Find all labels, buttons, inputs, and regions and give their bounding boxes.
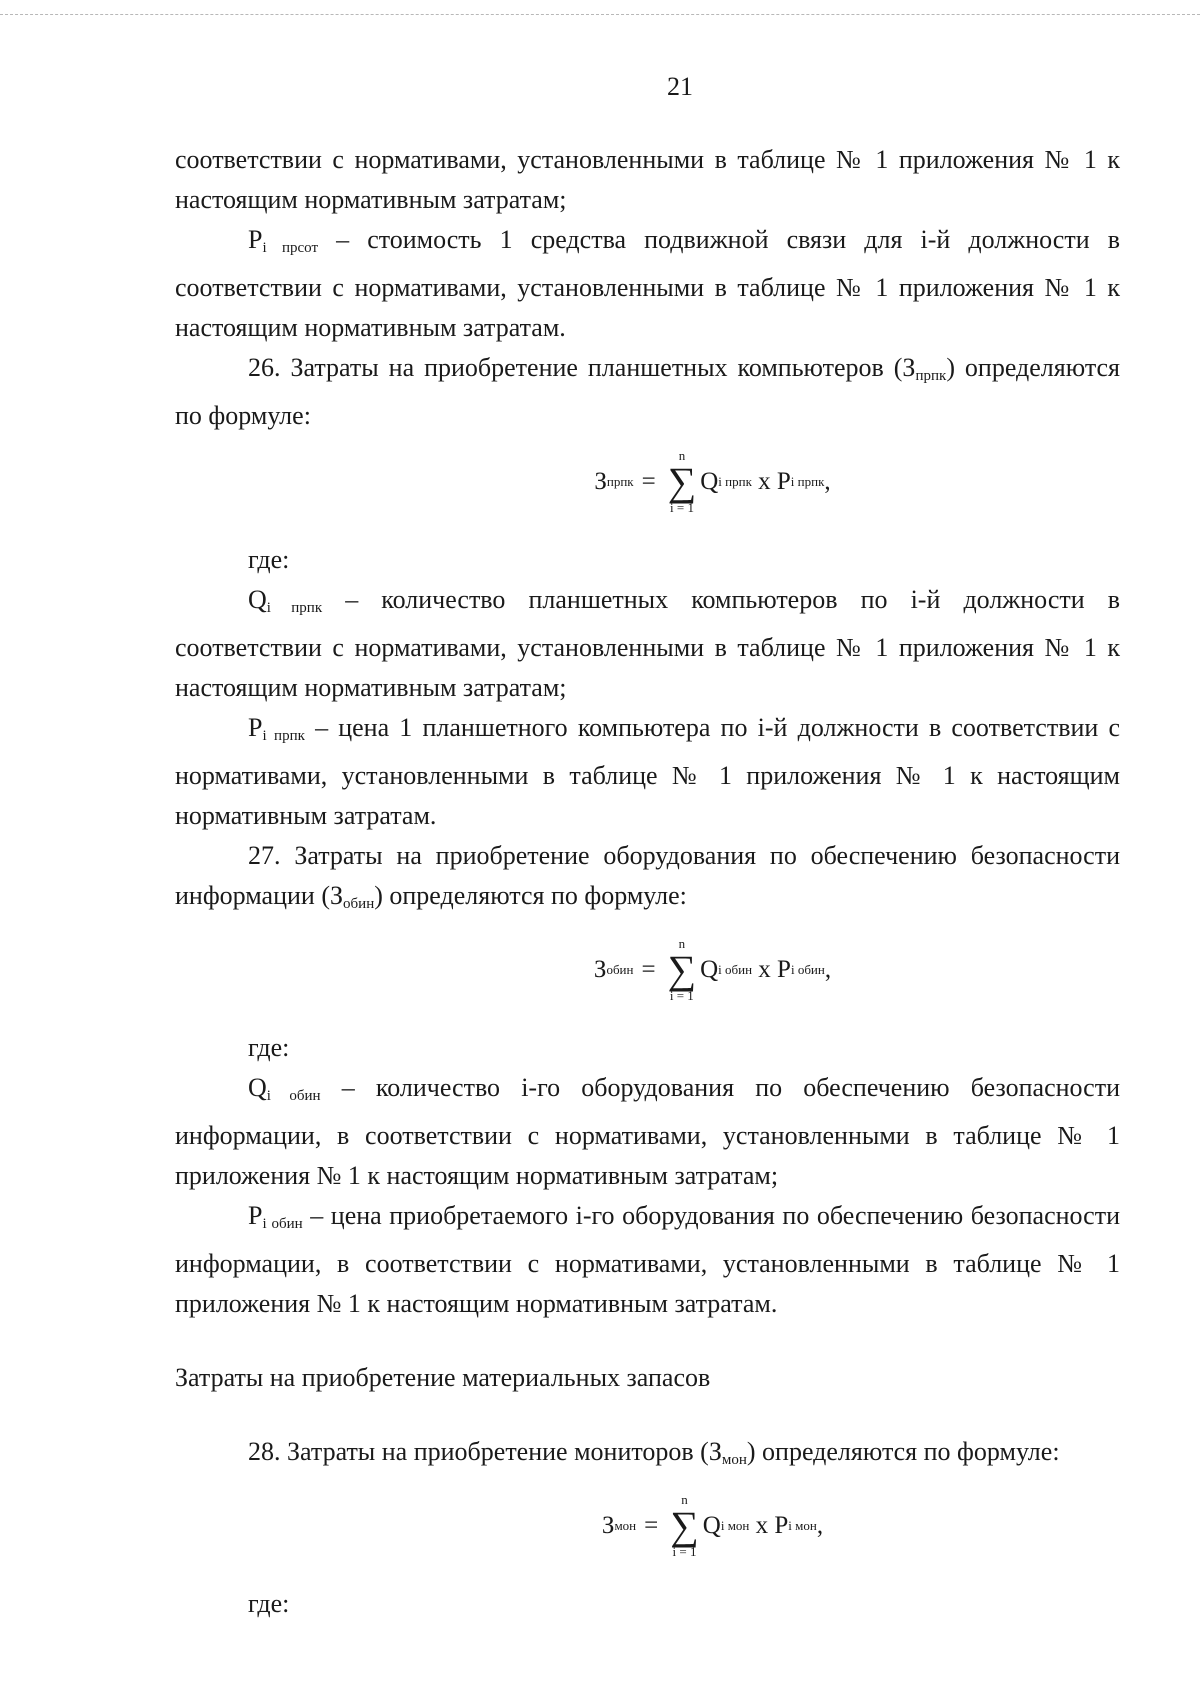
symbol: P <box>248 713 263 742</box>
definition-text: – количество планшетных компьютеров по i-й должности в соответствии с нормативами, установленными в таблице № 1 приложения № 1 к настоящим нормативным затратам; <box>175 585 1120 702</box>
where-label: где: <box>248 1033 290 1062</box>
sum-lower-limit: i = 1 <box>670 500 694 515</box>
symbol: Q <box>248 1073 267 1102</box>
formula-p: P <box>774 1512 789 1539</box>
formula-p-subscript: i обин <box>790 962 825 977</box>
where-label: где: <box>248 545 290 574</box>
times-sign: x <box>751 468 777 495</box>
formula-q: Q <box>700 956 719 983</box>
item-text: ) определяются по формуле: <box>374 881 687 910</box>
equals-sign: = <box>641 468 656 495</box>
formula-q-subscript: i прпк <box>718 474 752 489</box>
formula-prpk <box>175 436 1120 528</box>
formula-p: P <box>776 468 791 495</box>
document-body <box>175 140 1120 1624</box>
paragraph-continuation: соответствии с нормативами, установленными в таблице № 1 приложения № 1 к настоящим нормативным затратам; <box>175 145 1120 214</box>
definition-text: – количество i-го оборудования по обеспечению безопасности информации, в соответствии с нормативами, установленными в таблице № 1 приложения № 1 к настоящим нормативным затратам; <box>175 1073 1120 1190</box>
definition-text: – стоимость 1 средства подвижной связи для i-й должности в соответствии с нормативами, установленными в таблице № 1 приложения № 1 к настоящим нормативным затратам. <box>175 225 1120 342</box>
times-sign: x <box>749 1512 775 1539</box>
formula-q: Q <box>700 468 719 495</box>
formula-p-subscript: i прпк <box>790 474 825 489</box>
page-number <box>0 72 1200 102</box>
formula-p: P <box>777 956 791 983</box>
equals-sign: = <box>644 1512 659 1539</box>
summation <box>668 449 697 515</box>
formula-mon <box>175 1480 1120 1572</box>
formula-lhs-subscript: мон <box>614 1518 637 1533</box>
sum-upper-limit: n <box>678 936 686 951</box>
formula-q-subscript: i мон <box>720 1518 750 1533</box>
sum-lower-limit: i = 1 <box>672 1544 697 1559</box>
paragraph-q-obin <box>175 1068 1120 1196</box>
symbol: P <box>248 225 263 254</box>
paragraph-p-prpk <box>175 708 1120 836</box>
where-label: где: <box>248 1589 290 1618</box>
item-text: 26. Затраты на приобретение планшетных компьютеров (З <box>248 353 916 382</box>
symbol: P <box>248 1201 263 1230</box>
formula-q-subscript: i обин <box>718 962 753 977</box>
formula-obin <box>175 924 1120 1016</box>
symbol-subscript: i обин <box>262 1216 303 1232</box>
symbol-subscript: i прпк <box>262 728 305 744</box>
times-sign: x <box>752 956 778 983</box>
item-text: 27. Затраты на приобретение оборудования по обеспечению безопасности информации (З <box>175 841 1120 910</box>
equals-sign: = <box>641 956 656 983</box>
summation <box>670 1493 699 1559</box>
formula-lhs-subscript: обин <box>606 962 634 977</box>
symbol-subscript: прпк <box>915 368 947 384</box>
paragraph-p-prsot <box>175 220 1120 348</box>
scan-edge-line <box>0 14 1200 15</box>
formula-lhs: З <box>594 468 607 495</box>
sigma-icon: ∑ <box>667 947 697 992</box>
item-text: ) определяются по формуле: <box>175 353 1120 430</box>
formula-comma: , <box>824 956 832 983</box>
definition-text: – цена приобретаемого i-го оборудования по обеспечению безопасности информации, в соответствии с нормативами, установленными в таблице № 1 приложения № 1 к настоящим нормативным затратам. <box>175 1201 1120 1318</box>
summation <box>668 937 697 1003</box>
paragraph-p-obin <box>175 1196 1120 1324</box>
symbol-subscript: мон <box>721 1452 747 1468</box>
definition-text: – цена 1 планшетного компьютера по i-й должности в соответствии с нормативами, установленными в таблице № 1 приложения № 1 к настоящим нормативным затратам. <box>175 713 1121 830</box>
item-text: ) определяются по формуле: <box>746 1437 1060 1466</box>
item-text: 28. Затраты на приобретение мониторов (З <box>248 1437 722 1466</box>
symbol-subscript: i прсот <box>262 240 319 256</box>
paragraph-item-26 <box>175 348 1120 436</box>
sigma-icon: ∑ <box>667 459 697 504</box>
symbol: Q <box>248 585 267 614</box>
symbol-subscript: i прпк <box>266 600 323 616</box>
paragraph-q-prpk <box>175 580 1120 708</box>
formula-comma: , <box>824 468 831 495</box>
formula-lhs: З <box>601 1512 615 1539</box>
formula-p-subscript: i мон <box>788 1518 817 1533</box>
sigma-icon: ∑ <box>670 1503 699 1548</box>
paragraph-item-28 <box>175 1432 1120 1480</box>
paragraph-item-27 <box>175 836 1120 924</box>
page-number-text: 21 <box>667 72 693 101</box>
symbol-subscript: обин <box>343 896 375 912</box>
formula-lhs: З <box>593 956 607 983</box>
sum-upper-limit: n <box>681 1492 688 1507</box>
sum-upper-limit: n <box>678 448 686 463</box>
symbol-subscript: i обин <box>266 1088 321 1104</box>
sum-lower-limit: i = 1 <box>669 988 694 1003</box>
section-title: Затраты на приобретение материальных запасов <box>175 1363 711 1392</box>
formula-comma: , <box>816 1512 824 1539</box>
formula-lhs-subscript: прпк <box>606 474 634 489</box>
formula-q: Q <box>702 1512 721 1539</box>
